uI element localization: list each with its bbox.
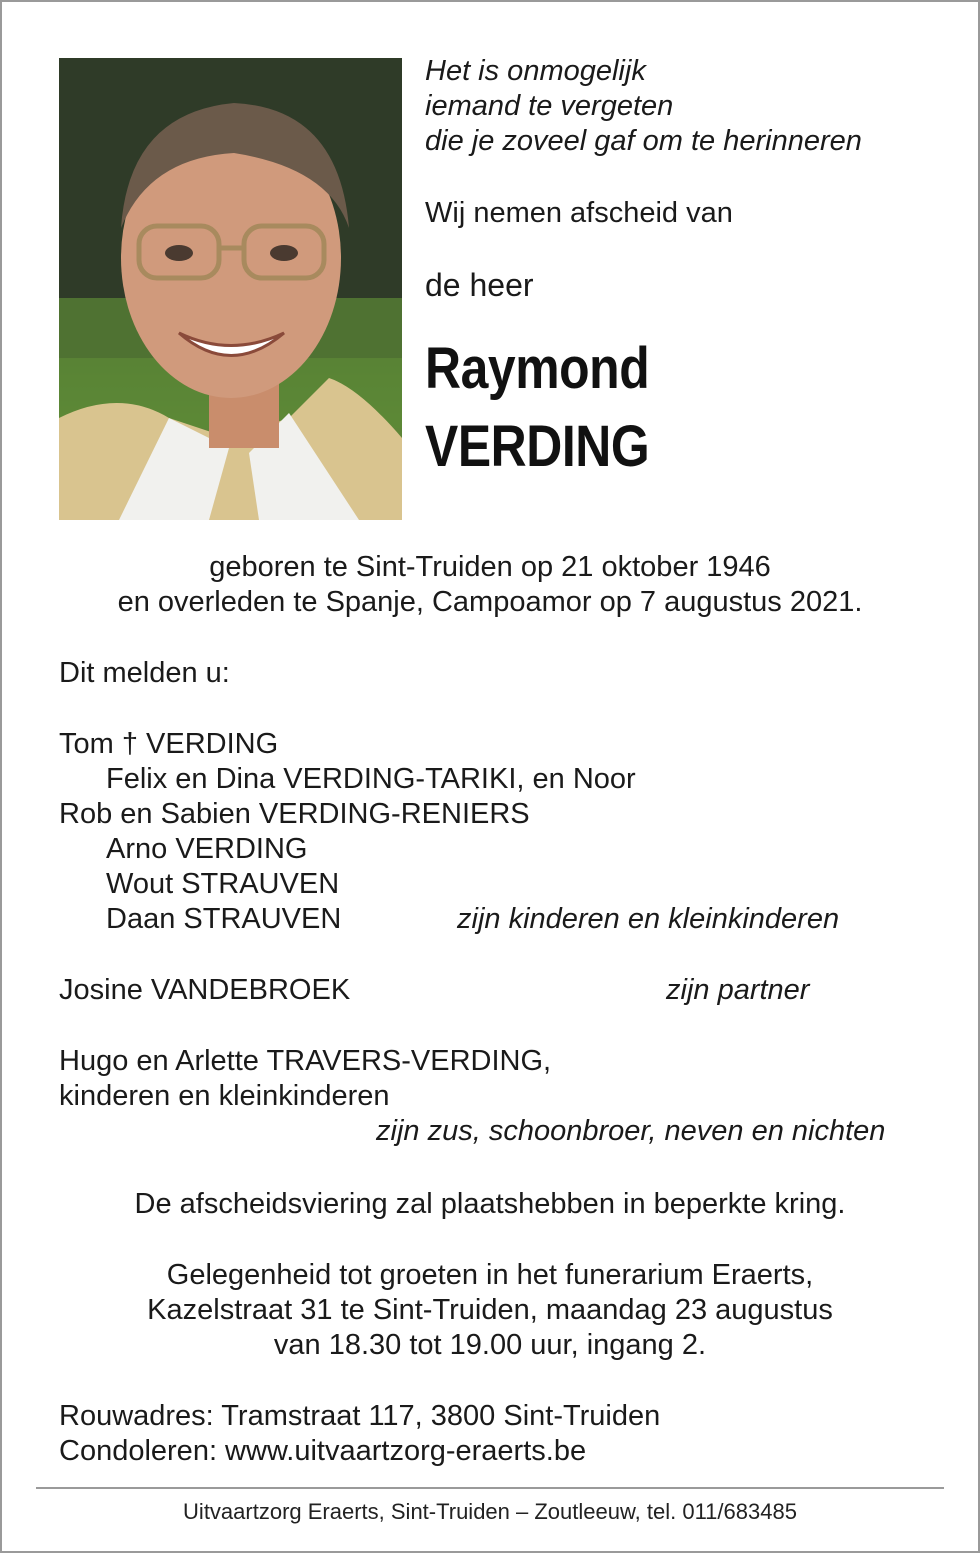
ceremony-text: De afscheidsviering zal plaatshebben in beperkte kring. (134, 1188, 846, 1220)
footer-divider (36, 1487, 944, 1489)
intro-text: Wij nemen afscheid van (425, 197, 733, 229)
deceased-last-name: VERDING (425, 414, 650, 479)
condolence-link[interactable]: Condoleren: www.uitvaartzorg-eraerts.be (59, 1435, 587, 1467)
family-entry: Rob en Sabien VERDING-RENIERS (59, 798, 530, 830)
portrait-photo (59, 58, 402, 520)
sister-line-1: Hugo en Arlette TRAVERS-VERDING, (59, 1045, 552, 1077)
visitation-line-2: Kazelstraat 31 te Sint-Truiden, maandag 23 augustus (147, 1294, 833, 1326)
death-line: en overleden te Spanje, Campoamor op 7 augustus 2021. (117, 586, 863, 618)
children-relation: zijn kinderen en kleinkinderen (457, 903, 840, 935)
funeral-home-footer: Uitvaartzorg Eraerts, Sint-Truiden – Zoutleeuw, tel. 011/683485 (183, 1499, 797, 1524)
quote-line-3: die je zoveel gaf om te herinneren (425, 125, 862, 157)
announce-label: Dit melden u: (59, 657, 230, 689)
mourning-address: Rouwadres: Tramstraat 117, 3800 Sint-Truiden (59, 1400, 661, 1432)
title-prefix: de heer (425, 267, 534, 303)
family-entry: Tom † VERDING (59, 728, 279, 760)
family-entry: Arno VERDING (106, 833, 308, 865)
sister-relation: zijn zus, schoonbroer, neven en nichten (376, 1115, 886, 1147)
partner-relation: zijn partner (666, 974, 810, 1006)
quote-line-2: iemand te vergeten (425, 90, 674, 122)
birth-line: geboren te Sint-Truiden op 21 oktober 1946 (209, 551, 771, 583)
sister-line-2: kinderen en kleinkinderen (59, 1080, 390, 1112)
family-entry: Felix en Dina VERDING-TARIKI, en Noor (106, 763, 636, 795)
family-entry: Daan STRAUVEN (106, 903, 342, 935)
quote-line-1: Het is onmogelijk (425, 55, 646, 87)
deceased-first-name: Raymond (425, 336, 650, 401)
family-entry: Wout STRAUVEN (106, 868, 340, 900)
partner-name: Josine VANDEBROEK (59, 974, 351, 1006)
visitation-line-3: van 18.30 tot 19.00 uur, ingang 2. (273, 1329, 707, 1361)
visitation-line-1: Gelegenheid tot groeten in het funerarium Eraerts, (166, 1259, 814, 1291)
